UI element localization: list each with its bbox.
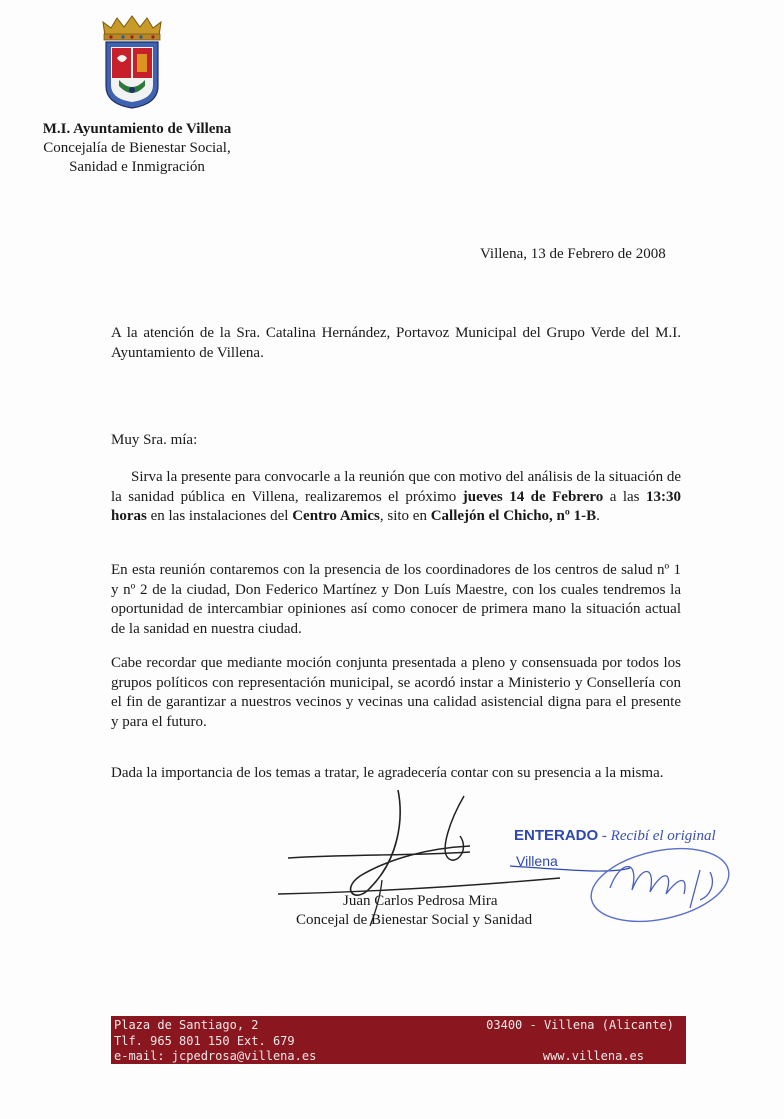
signatory-role: Concejal de Bienestar Social y Sanidad <box>296 912 533 928</box>
text-span: . <box>596 508 600 524</box>
footer-contact <box>114 1018 316 1065</box>
footer-city: 03400 - Villena (Alicante) <box>486 1018 674 1032</box>
text-span: Sirva la presente para convocarle a la reunión que con motivo del análisis de la situación de la sanidad pública en Villena, realizaremos el próximo <box>111 469 681 505</box>
paragraph-motion: Cabe recordar que mediante moción conjunta presentada a pleno y consensuada por todos los grupos políticos con representación municipal, se acordó instar a Ministerio y Consellería con el fin de garantizar a nuestros vecinos y vecinas una calidad asistencial digna para el presente y para el futuro. <box>111 655 681 730</box>
paragraph-convocation <box>111 468 681 527</box>
letter-date: Villena, 13 de Febrero de 2008 <box>480 246 666 262</box>
stamp-place: Villena <box>516 853 558 869</box>
footer-phone: Tlf. 965 801 150 Ext. 679 <box>114 1033 295 1048</box>
paragraph-attendees: En esta reunión contaremos con la presencia de los coordinadores de los centros de salud nº 1 y nº 2 de la ciudad, Don Federico Martínez y Don Luís Maestre, con los cuales tendremos la oportunidad de intercambiar opiniones así como conocer de primera mano la situación actual de la sanidad en nuestra ciudad. <box>111 562 681 637</box>
org-name: M.I. Ayuntamiento de Villena <box>42 121 232 137</box>
bold-venue: Centro Amics <box>292 508 380 524</box>
text-span: , sito en <box>379 508 431 524</box>
text-span: en las instalaciones del <box>146 508 293 524</box>
attention-line: A la atención de la Sra. Catalina Hernández, Portavoz Municipal del Grupo Verde del M.I. Ayuntamiento de Villena. <box>111 325 681 361</box>
footer-address: Plaza de Santiago, 2 <box>114 1018 259 1032</box>
text-span: a las <box>603 488 646 505</box>
department-line-1: Concejalía de Bienestar Social, <box>43 140 231 156</box>
footer-bar <box>111 1016 686 1064</box>
organization-header <box>22 120 252 177</box>
coat-of-arms-logo <box>97 14 167 110</box>
bold-time: 13:30 horas <box>111 488 681 524</box>
handwritten-signature-graphic <box>270 780 750 930</box>
stamp-received-note: - Recibí el original <box>598 828 716 844</box>
department-line-2: Sanidad e Inmigración <box>69 159 205 175</box>
paragraph-closing: Dada la importancia de los temas a tratar, le agradecería contar con su presencia a la misma. <box>111 765 664 781</box>
stamp-enterado: ENTERADO <box>514 827 599 844</box>
salutation: Muy Sra. mía: <box>111 432 198 448</box>
footer-website: www.villena.es <box>542 1049 644 1063</box>
received-stamp <box>514 827 716 845</box>
bold-date: jueves 14 de Febrero <box>462 488 604 505</box>
footer-email: e-mail: jcpedrosa@villena.es <box>114 1049 317 1063</box>
signatory-name: Juan Carlos Pedrosa Mira <box>343 893 498 909</box>
bold-address: Callejón el Chicho, nº 1-B <box>430 508 597 524</box>
